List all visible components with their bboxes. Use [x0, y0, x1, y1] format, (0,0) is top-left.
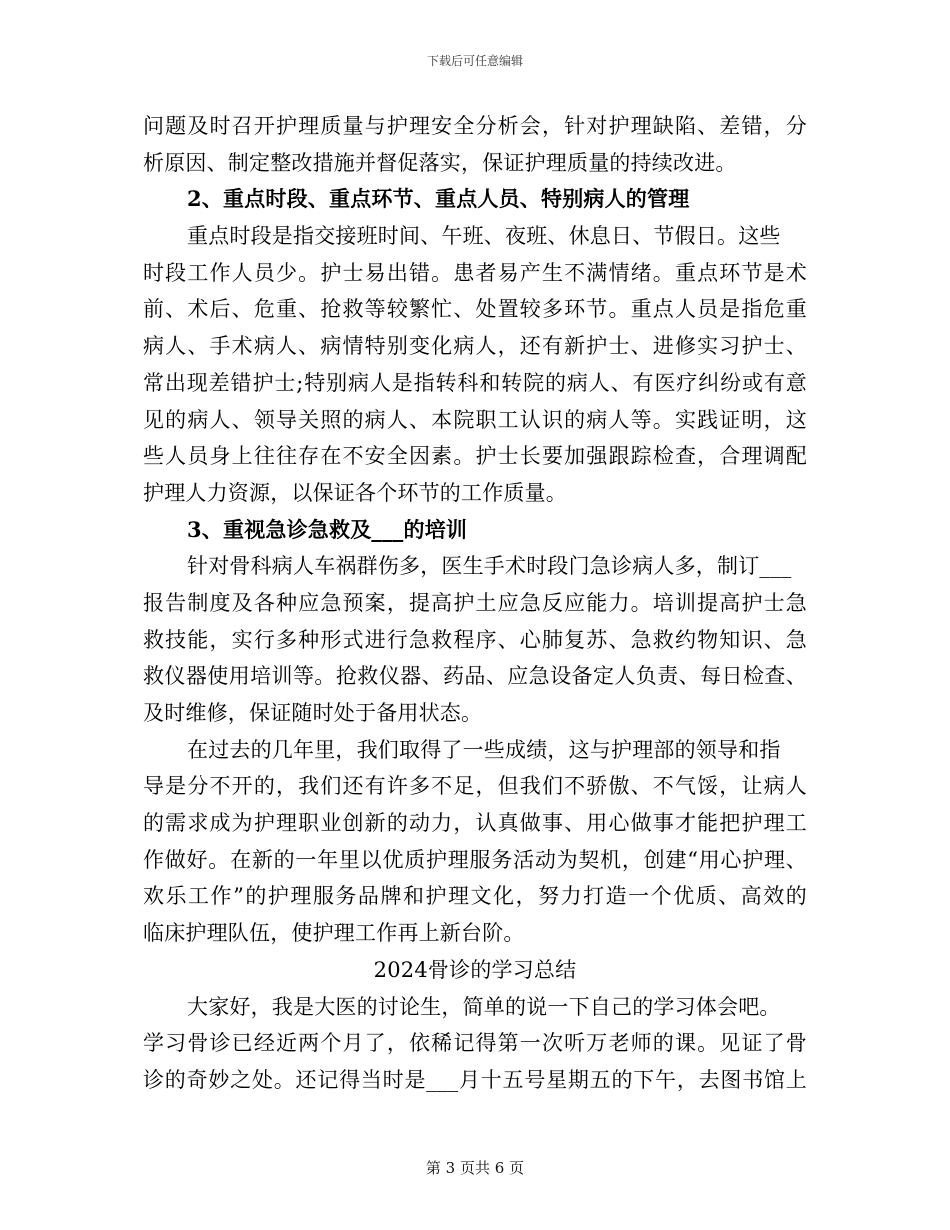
body-line: 在过去的几年里，我们取得了一些成绩，这与护理部的领导和指 [187, 737, 781, 762]
body-line: 针对骨科病人车祸群伤多，医生手术时段门急诊病人多，制订___ [187, 554, 792, 579]
body-line: 及时维修，保证随时处于备用状态。 [143, 701, 483, 725]
article-title: 2024骨诊的学习总结 [373, 957, 577, 982]
page-footer: 第 3 页共 6 页 [425, 1159, 525, 1177]
body-line: 重点时段是指交接班时间、午班、夜班、休息日、节假日。这些 [187, 224, 781, 249]
body-line: 的需求成为护理职业创新的动力，认真做事、用心做事才能把护理工 [143, 811, 807, 836]
body-line: 救技能，实行多种形式进行急救程序、心肺复苏、急救约物知识、急 [143, 627, 807, 652]
page-header: 下载后可任意编辑 [426, 54, 523, 68]
body-line: 欢乐工作”的护理服务品牌和护理文化，努力打造一个优质、高效的 [143, 884, 807, 909]
body-line: 护理人力资源，以保证各个环节的工作质量。 [143, 480, 567, 505]
body-line: 报告制度及各种应急预案，提高护土应急反应能力。培训提高护士急 [143, 590, 807, 615]
body-line: 析原因、制定整改措施并督促落实，保证护理质量的持续改进。 [143, 150, 737, 175]
body-line: 常出现差错护士;特别病人是指转科和转院的病人、有医疗纠纷或有意 [143, 370, 807, 395]
body-line: 救仪器使用培训等。抢救仪器、药品、应急设备定人负责、每日检查、 [143, 664, 807, 689]
body-line: 病人、手术病人、病情特别变化病人，还有新护士、进修实习护士、 [143, 334, 807, 359]
document-body [143, 108, 807, 1099]
body-line: 诊的奇妙之处。还记得当时是___月十五号星期五的下午，去图书馆上 [143, 1067, 807, 1092]
body-line: 问题及时召开护理质量与护理安全分析会，针对护理缺陷、差错，分 [143, 114, 807, 138]
body-line: 时段工作人员少。护士易出错。患者易产生不满情绪。重点环节是术 [143, 260, 807, 285]
body-line: 见的病人、领导关照的病人、本院职工认识的病人等。实践证明，这 [143, 407, 807, 432]
body-line: 临床护理队伍，使护理工作再上新台阶。 [143, 921, 525, 946]
section-heading: 2、重点时段、重点环节、重点人员、特别病人的管理 [187, 186, 690, 212]
section-heading: 3、重视急诊急救及___的培训 [187, 516, 468, 542]
body-line: 导是分不开的，我们还有许多不足，但我们不骄傲、不气馁，让病人 [143, 774, 807, 799]
body-line: 些人员身上往往存在不安全因素。护士长要加强跟踪检查，合理调配 [143, 444, 807, 469]
body-line: 大家好，我是大医的讨论生，简单的说一下自己的学习体会吧。 [187, 994, 781, 1019]
body-line: 作做好。在新的一年里以优质护理服务活动为契机，创建“用心护理、 [143, 847, 807, 872]
body-line: 学习骨诊已经近两个月了，依稀记得第一次听万老师的课。见证了骨 [143, 1031, 807, 1056]
body-line: 前、术后、危重、抢救等较繁忙、处置较多环节。重点人员是指危重 [143, 297, 807, 322]
